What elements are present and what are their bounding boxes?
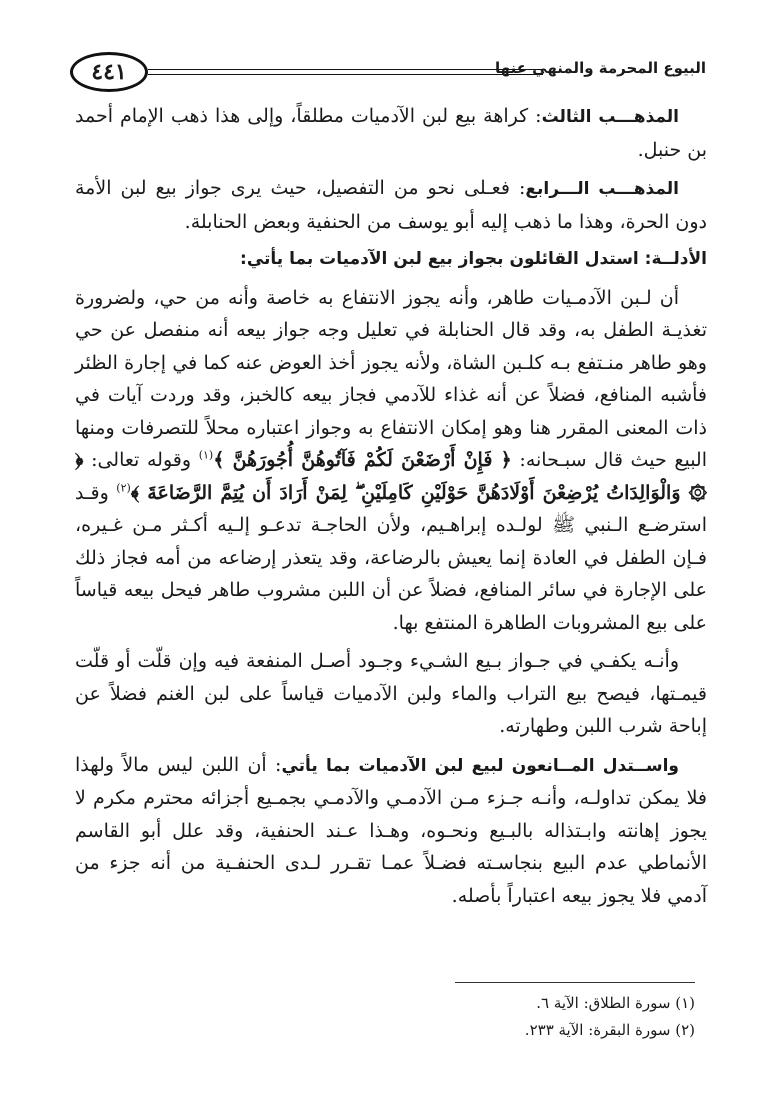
opponents-label: واســتدل المــانعون لبيع لبن الآدميات بما يأتي <box>281 755 679 776</box>
page-number: ٤٤١ <box>70 52 148 92</box>
proponents-text-c: وقـد استرضـع الـنبي ﷺ لولـده إبراهـيم، ولأن الحاجـة تدعـو إلـيه أكـثر مـن غـيره، فـإن الطفل في العادة إنما يعيش بالرضاعة، وقد يتعذر إرضاعه من أمه فجاز ذلك على الإجارة في سائر المنافع، فضلاً عن أن اللبن مشروب طاهر فيحل بيعه قياساً على بيع المشروبات الطاهرة المنتفع بها. <box>75 481 707 634</box>
page-header <box>60 50 706 94</box>
paragraph-evidence-heading <box>75 242 707 276</box>
footnote-1: (١) سورة الطلاق: الآية ٦. <box>536 994 695 1012</box>
footnote-ref-1: (١) <box>198 448 214 462</box>
third-opinion-label: المذهـــب الثالث <box>541 107 679 127</box>
running-title: البيوع المحرمة والمنهي عنها <box>495 59 706 77</box>
paragraph-fourth-opinion <box>75 172 707 238</box>
paragraph-proponents-evidence <box>75 282 707 640</box>
paragraph-opponents-evidence <box>75 749 707 913</box>
fourth-opinion-label: المذهـــب الـــرابع <box>525 179 679 199</box>
quran-verse-talaq: ﴿ فَإِنْ أَرْضَعْنَ لَكُمْ فَآتُوهُنَّ أُجُورَهُنَّ ﴾ <box>213 449 512 471</box>
third-opinion-text: : كراهة بيع لبن الآدميات مطلقاً، وإلى هذا ذهب الإمام أحمد بن حنبل. <box>75 105 707 161</box>
footnotes <box>63 990 695 1044</box>
opponents-text: : أن اللبن ليس مالاً ولهذا فلا يمكن تداولـه، وأنـه جـزء مـن الآدمـي والآدمـي بجمـيع أجزائه محترم مكرم لا يجوز إهانته وابـتذاله بالبـيع ونحـوه، وهـذا عـند الحنفية، وقد علل أبو القاسم الأنماطي عدم البيع بنجاسـته فضـلاً عمـا تقـرر لـدى الحنفـية من أنه جزء من آدمي فلا يجوز بيعه اعتباراً بأصله. <box>75 753 707 907</box>
evidence-label: الأدلــة <box>651 249 707 269</box>
footnote-ref-2: (٢) <box>116 481 131 495</box>
paragraph-third-opinion <box>75 100 707 166</box>
proponents-text-b: وقوله تعالى: <box>83 449 199 471</box>
proponents-text-a: أن لـبن الآدمـيات طاهر، وأنه يجوز الانتفاع به خاصة وأنه من حي، ولضرورة تغذيـة الطفل به، وقد قال الحنابلة في تعليل وجه جواز بيعه أنه منفصل عن حي وهو طاهر منـتفع بـه كلـبن الشاة، ولأنه يجوز أخذ العوض عنه كما في إجارة الظئر فأشبه المنافع، فضلاً عن أنه غذاء للآدمي فجاز بيعه كالخبز، وقد وردت آيات في ذات المعنى المقرر هنا وهو إمكان الانتفاع به وجواز اعتباره محلاً للتصرفات ومنها البيع حيث قال سبـحانه: <box>75 286 707 471</box>
fourth-opinion-text: : فعـلى نحو من التفصيل، حيث يرى جواز بيع لبن الأمة دون الحرة، وهذا ما ذهب إليه أبو يوسف من الحنفية وبعض الحنابلة. <box>75 177 707 233</box>
quran-verse-baqara: ﴿ ۞ وَالْوَالِدَاتُ يُرْضِعْنَ أَوْلَادَهُنَّ حَوْلَيْنِ كَامِلَيْنِ ۖ لِمَنْ أَرَادَ أَن يُتِمَّ الرَّضَاعَةَ ﴾ <box>75 449 707 504</box>
footnote-2: (٢) سورة البقرة: الآية ٢٣٣. <box>524 1021 695 1039</box>
footnote-rule <box>455 982 695 983</box>
header-rule <box>148 69 543 75</box>
benefit-argument-text: وأنـه يكفـي في جـواز بـيع الشـيء وجـود أصـل المنفعة فيه وإن قلّت أو قلّت قيمـتها، فيصح بيع التراب والماء ولبن الآدميات قياساً على لبن الغنم فضلاً عن إباحة شرب اللبن وطهارته. <box>75 650 707 737</box>
page-body <box>75 100 707 916</box>
evidence-heading-text: : استدل القائلون بجواز بيع لبن الآدميات بما يأتي: <box>240 249 652 269</box>
paragraph-benefit-argument <box>75 645 707 743</box>
